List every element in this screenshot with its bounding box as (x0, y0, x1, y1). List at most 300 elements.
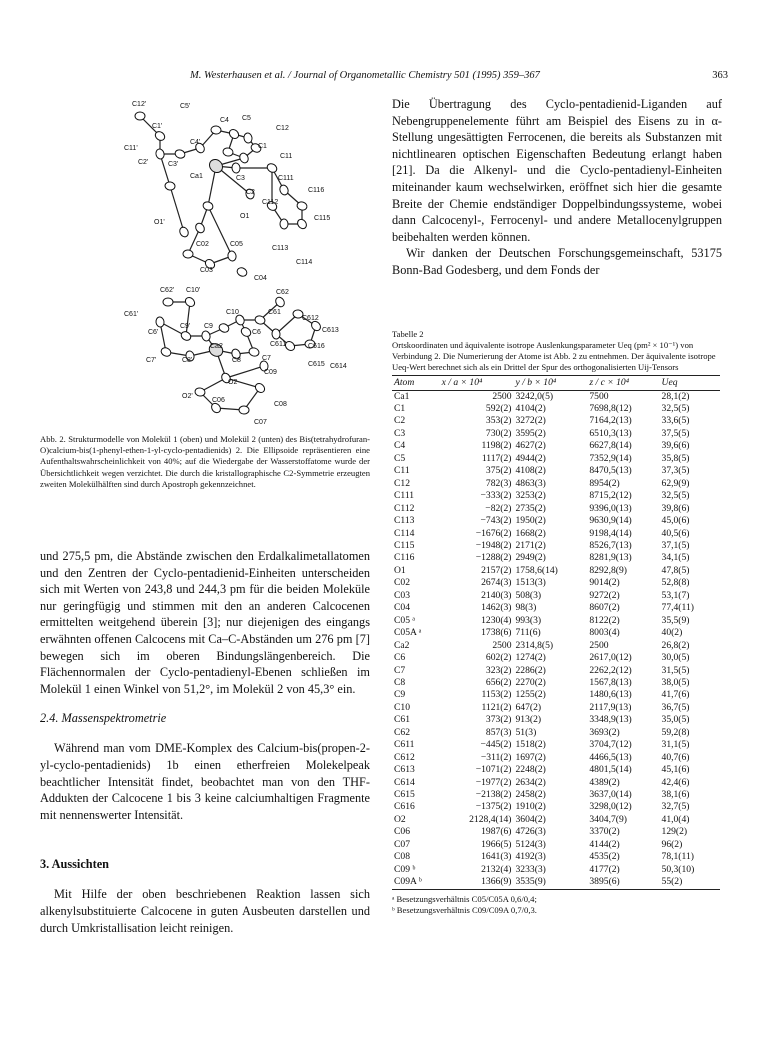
table-cell: 3298,0(12) (589, 801, 632, 813)
table-cell: 2248(2) (515, 764, 546, 776)
table-cell: 913(2) (515, 714, 542, 726)
atom-label: C02 (196, 241, 209, 248)
table-cell: 782(3) (485, 477, 512, 489)
table-cell: 1567,8(13) (589, 676, 632, 688)
table-cell: 2500 (492, 390, 512, 402)
atom-label: C10' (186, 287, 201, 294)
table-cell: 37,3(5) (661, 465, 690, 477)
table-cell: C615 (394, 789, 415, 801)
table-cell: 7352,9(14) (589, 452, 632, 464)
table-row (392, 453, 720, 465)
bond-line (186, 302, 190, 336)
atom-label: C09 (264, 369, 277, 376)
table-cell: 1697(2) (515, 751, 546, 763)
table-cell: 8470,5(13) (589, 465, 632, 477)
table-cell: C9 (394, 689, 406, 701)
atom-ellipse (211, 126, 222, 135)
table-cell: 8526,7(13) (589, 539, 632, 551)
atom-ellipse (218, 322, 230, 333)
table-cell: 40,5(6) (661, 527, 690, 539)
table-row (392, 689, 720, 701)
table-cell: −82(2) (485, 502, 512, 514)
table-cell: 1518(2) (515, 739, 546, 751)
atom-ellipse (174, 148, 186, 159)
atom-label: C116 (308, 187, 325, 194)
table-cell: 1255(2) (515, 689, 546, 701)
table-row (392, 440, 720, 452)
atom-label: C1 (258, 143, 267, 150)
atom-label: C03 (200, 267, 213, 274)
table-row (392, 702, 720, 714)
table-cell: C08 (394, 851, 410, 863)
atom-ellipse (239, 406, 249, 414)
table-row (392, 403, 720, 415)
table-cell: C111 (394, 490, 415, 502)
table-cell: −1676(2) (475, 527, 512, 539)
paragraph: Wir danken der Deutschen Forschungsgemeinschaft, 53175 Bonn-Bad Godesberg, und dem Fonds der (392, 246, 722, 277)
table-row (392, 801, 720, 813)
table-cell: 6627,8(14) (589, 440, 632, 452)
table-description: Ortskoordinaten und äquivalente isotrope Auslenkungsparameter Ueq (pm² × 10⁻¹) von Verbindung 2. Die Numerierung der Atome ist Abb. 2 zu entnehmen. Der äquivalente isotrope Ueq-Wert berechnet sich als ein Drittel der Spur des orthogonalisierten Uij-Tensors (392, 339, 716, 372)
table-cell: 1462(3) (481, 602, 512, 614)
table-cell: 52,8(8) (661, 577, 690, 589)
table-cell: 3348,9(13) (589, 714, 632, 726)
table-cell: C09 ᵇ (394, 863, 416, 875)
paragraph: Während man vom DME-Komplex des Calcium-bis(propen-2-yl-cyclo-pentadienids) 1b einen etherfreien Molekelpeak beachtlicher Intensität findet, beobachtet man von den THF-Addukten der Calcocene 1 bis 3 keine calciumhaltigen Fragmente mit nennenswerter Intensität. (40, 741, 370, 822)
column-header: Atom (392, 375, 440, 390)
table-cell: C112 (394, 502, 415, 514)
atom-label: O2' (182, 393, 193, 400)
table-row (392, 528, 720, 540)
atom-label: C06 (212, 397, 225, 404)
table-cell: 77,4(11) (661, 602, 694, 614)
table-cell: C05A ᵃ (394, 627, 422, 639)
table-cell: 4177(2) (589, 863, 620, 875)
table-row (392, 552, 720, 564)
table-cell: 1950(2) (515, 515, 546, 527)
atom-ellipse (184, 296, 197, 309)
table-cell: 8292,8(9) (589, 564, 627, 576)
table-cell: −1071(2) (475, 764, 512, 776)
atom-label: C611 (270, 341, 287, 348)
right-column (392, 96, 722, 916)
table-cell: 3595(2) (515, 427, 546, 439)
table-cell: 42,4(6) (661, 776, 690, 788)
table-row (392, 640, 720, 652)
table-cell: 6510,3(13) (589, 427, 632, 439)
atom-ellipse (164, 181, 175, 190)
footnote: ᵇ Besetzungsverhältnis C09/C09A 0,7/0,3. (392, 904, 537, 915)
table-row (392, 390, 720, 403)
table-cell: 4389(2) (589, 776, 620, 788)
atom-ellipse (236, 266, 248, 277)
table-cell: 8122(2) (589, 614, 620, 626)
atom-label: C5' (180, 103, 191, 110)
atom-ellipse (183, 250, 194, 259)
atom-label: C6' (148, 329, 159, 336)
atom-ellipse (271, 329, 280, 340)
atom-label: O1 (240, 213, 250, 220)
table-cell: 1153(2) (481, 689, 512, 701)
atom-label: C12' (132, 101, 147, 108)
atom-label: C11' (124, 145, 138, 152)
table-cell: 3704,7(12) (589, 739, 632, 751)
table-footnotes (392, 894, 722, 916)
table-cell: 2262,2(12) (589, 664, 632, 676)
atom-ellipse (194, 387, 205, 397)
table-cell: −1375(2) (475, 801, 512, 813)
table-cell: 2117,9(13) (589, 701, 632, 713)
atom-label: C612 (302, 315, 319, 322)
table-cell: 38,1(6) (661, 789, 690, 801)
molecular-structure-figure (40, 96, 370, 426)
table-row (392, 415, 720, 427)
atom-ellipse (135, 112, 145, 120)
atom-ellipse (240, 326, 253, 338)
table-cell: 3693(2) (589, 726, 620, 738)
atom-label: C05 (230, 241, 243, 248)
table-row (392, 789, 720, 801)
table-cell: 4726(3) (515, 826, 546, 838)
table-cell: C614 (394, 776, 415, 788)
table-cell: 1738(6) (481, 627, 512, 639)
table-cell: 2157(2) (481, 564, 512, 576)
table-cell: 78,1(11) (661, 851, 694, 863)
table-cell: 8715,2(12) (589, 490, 632, 502)
table-cell: 35,0(5) (661, 714, 690, 726)
table-cell: 2735(2) (515, 502, 546, 514)
table-cell: C05 ᵃ (394, 614, 416, 626)
table-cell: 51(3) (515, 726, 537, 738)
table-cell: 2500 (589, 639, 609, 651)
table-cell: 96(2) (661, 838, 683, 850)
table-cell: 34,1(5) (661, 552, 690, 564)
table-cell: 7500 (589, 390, 609, 402)
table-cell: C4 (394, 440, 406, 452)
table-cell: 31,1(5) (661, 739, 690, 751)
table-cell: 37,1(5) (661, 539, 690, 551)
table-cell: 1117(2) (481, 452, 512, 464)
bond-line (226, 366, 264, 378)
table-cell: C02 (394, 577, 410, 589)
atom-label: C07 (254, 419, 267, 426)
atom-label: C04 (254, 275, 267, 282)
table-cell: C2 (394, 415, 406, 427)
table-row (392, 752, 720, 764)
table-cell: 9014(2) (589, 577, 620, 589)
running-title: M. Westerhausen et al. / Journal of Organometallic Chemistry 501 (1995) 359–367 (190, 70, 540, 81)
table-cell: 3272(2) (515, 415, 546, 427)
table-cell: C5 (394, 452, 406, 464)
table-cell: 2458(2) (515, 789, 546, 801)
table-cell: 353(2) (485, 415, 512, 427)
table-cell: 375(2) (485, 465, 512, 477)
table-cell: 508(3) (515, 589, 542, 601)
atom-label: C61' (124, 311, 139, 318)
atom-ellipse (178, 226, 190, 239)
table-cell: 1198(2) (481, 440, 512, 452)
table-row (392, 565, 720, 577)
table-cell: 62,9(9) (661, 477, 690, 489)
atom-ellipse (163, 298, 173, 306)
table-row (392, 714, 720, 726)
paragraph: Mit Hilfe der oben beschriebenen Reaktion lassen sich alkenylsubstituierte Calcocene in guten Ausbeuten darstellen und durch Umkristallisation leicht reinigen. (40, 887, 370, 935)
table-cell: 3637,0(14) (589, 789, 632, 801)
table-cell: 53,1(7) (661, 589, 690, 601)
table-cell: 1966(5) (481, 838, 512, 850)
right-body-text (392, 96, 722, 279)
table-cell: 45,0(6) (661, 515, 690, 527)
table-cell: 656(2) (485, 676, 512, 688)
table-caption (392, 329, 722, 373)
table-cell: C6 (394, 652, 406, 664)
table-cell: 41,0(4) (661, 813, 690, 825)
table-row (392, 540, 720, 552)
table-cell: 4627(2) (515, 440, 546, 452)
paragraph: Die Übertragung des Cyclo-pentadienid-Liganden auf Nebengruppenelemente führt am Beispiel des Eisens zu in α-Stellung ungesättigten Ferrocenen, die bereits als Substanzen mit nichtlinearen optischen Eigenschaften Bedeutung erlangt haben [21]. Da die Alkenyl- und die Cyclo-pentadienyl-Einheiten miteinander kaum wechselwirken, eröffnet sich hier die gesamte Breite der Chemie endständiger Doppelbindungssysteme, wobei dann Calcocenyl-, Ferrocenyl- und andere Metallocenylgruppen beibehalten werden können. (392, 97, 722, 244)
table-cell: 4466,5(13) (589, 751, 632, 763)
atom-label: C2' (138, 159, 149, 166)
atom-label: C5 (242, 115, 251, 122)
table-cell: 3233(3) (515, 863, 546, 875)
atom-label: C61 (268, 309, 281, 316)
table-cell: 9198,4(14) (589, 527, 632, 539)
column-header: z / c × 10⁴ (587, 375, 659, 390)
atom-ellipse (254, 382, 267, 395)
atom-label: C4 (220, 117, 229, 124)
table-row (392, 428, 720, 440)
ortep-drawing (40, 96, 370, 426)
table-cell: −311(2) (480, 751, 512, 763)
table-row (392, 627, 720, 639)
table-cell: 2286(2) (515, 664, 546, 676)
atom-label: C10 (226, 309, 239, 316)
atom-ellipse (238, 152, 250, 165)
table-cell: 857(3) (485, 726, 512, 738)
table-cell: C7 (394, 664, 406, 676)
table-cell: 1366(9) (440, 876, 514, 889)
atom-ellipse (207, 157, 225, 175)
atom-label: C6 (252, 329, 261, 336)
table-cell: 41,7(6) (661, 689, 690, 701)
atom-label: C62 (276, 289, 289, 296)
table-row (392, 727, 720, 739)
table-cell: 4863(3) (515, 477, 546, 489)
table-cell: 2634(2) (515, 776, 546, 788)
table-cell: C116 (394, 552, 415, 564)
figure-caption: Abb. 2. Strukturmodelle von Molekül 1 (oben) und Molekül 2 (unten) des Bis(tetrahydrofuran-O)calcium-bis(1-phenyl-ethen-1-yl-cyclo-pentadienids) 2. Die Ellipsoide repräsentieren eine Aufenthaltswahrscheinlichkeit von 40%; auf die Wiedergabe der Wasserstoffatome wurde der Übersichtlichkeit wegen verzichtet. Die durch die kristallographische C2-Symmetrie erzeugten zweiten Molekülhälften sind durch Apostroph gekennzeichnet. (40, 434, 370, 489)
table-cell: C3 (394, 427, 406, 439)
atom-ellipse (160, 346, 172, 358)
table-cell: 8003(4) (589, 627, 620, 639)
atom-label: C114 (296, 259, 313, 266)
table-row (392, 665, 720, 677)
table-cell: 2132(4) (481, 863, 512, 875)
atom-ellipse (280, 219, 288, 229)
table-cell: 39,8(6) (661, 502, 690, 514)
table-header-row (392, 375, 720, 390)
atom-label: C62' (160, 287, 175, 294)
table-cell: 993(3) (515, 614, 542, 626)
table-cell: 4144(2) (589, 838, 620, 850)
atom-ellipse (155, 148, 165, 160)
table-cell: 1513(3) (515, 577, 546, 589)
column-header: Ueq (660, 375, 720, 390)
table-cell: 1274(2) (515, 652, 546, 664)
atom-label: C614 (330, 363, 347, 370)
table-cell: C8 (394, 676, 406, 688)
table-cell: 1480,6(13) (589, 689, 632, 701)
table-cell: −333(2) (480, 490, 512, 502)
table-cell: 2270(2) (515, 676, 546, 688)
atom-label: C3 (236, 175, 245, 182)
atom-ellipse (180, 330, 193, 342)
table-title: Tabelle 2 (392, 328, 424, 339)
running-header (40, 70, 728, 84)
table-cell: 602(2) (485, 652, 512, 664)
paragraph: und 275,5 pm, die Abstände zwischen den Erdalkalimetallatomen und den Zentren der Cyclo-pentadienid-Einheiten unterscheiden sich mit Werten von 243,8 und 244,3 pm für die beiden Moleküle nur geringfügig und stimmen mit den an anderen Calcocenen ermittelten weitgehend überein [3]; nur diejenigen des eingangs erwähnten offenen Calcocens mit Ca–C-Abständen um 276 pm [7] bewegen sich im oberen Bindungslängenbereich. Die Flächennormalen der Cyclo-pentadienyl-Ebenen schließen im Molekül 1 einen Winkel von 51,2°, im Molekül 2 von 45,3° ein. (40, 549, 370, 696)
table-cell: 28,1(2) (661, 390, 690, 402)
table-cell: 36,7(5) (661, 701, 690, 713)
bond-line (170, 186, 184, 232)
atom-label: O1' (154, 219, 165, 226)
table-cell: 3535(9) (514, 876, 588, 889)
footnote: ᵃ Besetzungsverhältnis C05/C05A 0,6/0,4; (392, 893, 537, 904)
table-cell: 9630,9(14) (589, 515, 632, 527)
table-cell: 711(6) (515, 627, 541, 639)
table-cell: C11 (394, 465, 410, 477)
table-cell: −743(2) (480, 515, 512, 527)
table-cell: 4801,5(14) (589, 764, 632, 776)
table-cell: C613 (394, 764, 415, 776)
table-cell: 8281,9(13) (589, 552, 632, 564)
atom-ellipse (194, 222, 206, 235)
table-cell: 730(2) (485, 427, 512, 439)
table-cell: 2140(3) (481, 589, 512, 601)
table-cell: 3604(2) (515, 813, 546, 825)
table-cell: 1668(2) (515, 527, 546, 539)
table-cell: 47,8(5) (661, 564, 690, 576)
table-cell: 2128,4(14) (469, 813, 512, 825)
atom-label: C113 (272, 245, 289, 252)
atom-label: C2 (246, 189, 255, 196)
table-row (392, 652, 720, 664)
table-cell: 50,3(10) (661, 863, 695, 875)
atom-ellipse (227, 250, 237, 261)
table-cell: C113 (394, 515, 415, 527)
table-cell: 2500 (492, 639, 512, 651)
table-cell: 45,1(6) (661, 764, 690, 776)
table-row (392, 465, 720, 477)
table-cell: 9272(2) (589, 589, 620, 601)
column-header: x / a × 10⁴ (440, 375, 514, 390)
atom-label: C8 (232, 357, 241, 364)
table-cell: 4944(2) (515, 452, 546, 464)
table-cell: 3895(6) (587, 876, 659, 889)
atom-label: C11 (280, 153, 293, 160)
table-row (392, 590, 720, 602)
atom-ellipse (228, 128, 241, 141)
table-cell: 31,5(5) (661, 664, 690, 676)
table-cell: 32,7(5) (661, 801, 690, 813)
table-row (392, 490, 720, 502)
table-cell: 4108(2) (515, 465, 546, 477)
table-cell: 3370(2) (589, 826, 620, 838)
table-cell: C114 (394, 527, 415, 539)
bond-line (208, 206, 232, 256)
table-cell: 3242,0(5) (515, 390, 554, 402)
table-cell: C12 (394, 477, 410, 489)
table-row (392, 515, 720, 527)
table-cell: 3404,7(9) (589, 813, 627, 825)
table-cell: 1230(4) (481, 614, 512, 626)
table-cell: 1987(6) (481, 826, 512, 838)
table-cell: −1288(2) (475, 552, 512, 564)
table-cell: 8607(2) (589, 602, 620, 614)
atom-ellipse (278, 184, 289, 196)
table-cell: 2674(3) (481, 577, 512, 589)
table-cell: −1977(2) (475, 776, 512, 788)
coordinates-table (392, 375, 720, 890)
table-cell: C612 (394, 751, 415, 763)
table-row (392, 577, 720, 589)
table-cell: 5124(3) (515, 838, 546, 850)
table-cell: 38,0(5) (661, 676, 690, 688)
atom-label: C615 (308, 361, 325, 368)
atom-ellipse (202, 201, 214, 212)
table-cell: 592(2) (485, 402, 512, 414)
table-cell: C62 (394, 726, 410, 738)
atom-label: C7' (146, 357, 157, 364)
table-cell: 26,8(2) (661, 639, 690, 651)
table-cell: 33,6(5) (661, 415, 690, 427)
atom-label: C9 (204, 323, 213, 330)
atom-label: C111 (278, 175, 294, 182)
section-heading-2-4: 2.4. Massenspektrometrie (40, 711, 167, 726)
atom-ellipse (296, 218, 308, 231)
table-cell: C04 (394, 602, 410, 614)
table-cell: 129(2) (661, 826, 688, 838)
atom-label: C1' (152, 123, 163, 130)
table-cell: −2138(2) (475, 789, 512, 801)
table-cell: C03 (394, 589, 410, 601)
table-cell: 1758,6(14) (515, 564, 558, 576)
table-cell: Ca1 (394, 390, 410, 402)
table-cell: O1 (394, 564, 406, 576)
table-row (392, 764, 720, 776)
table-cell: 7698,8(12) (589, 402, 632, 414)
table-cell: 35,5(9) (661, 614, 690, 626)
table-cell: C07 (394, 838, 410, 850)
atom-label: C613 (322, 327, 339, 334)
atom-label: Ca2 (210, 343, 223, 350)
section-heading-3: 3. Aussichten (40, 857, 110, 872)
table-row (392, 739, 720, 751)
table-row (392, 615, 720, 627)
table-cell: 1121(2) (481, 701, 512, 713)
table-cell: 39,6(6) (661, 440, 690, 452)
atom-label: C616 (308, 343, 325, 350)
atom-ellipse (231, 163, 240, 174)
table-cell: 55(2) (660, 876, 720, 889)
column-header: y / b × 10⁴ (514, 375, 588, 390)
table-row (392, 839, 720, 851)
table-cell: −1948(2) (475, 539, 512, 551)
table-cell: C616 (394, 801, 415, 813)
page-number: 363 (712, 70, 728, 81)
table-cell: O2 (394, 813, 406, 825)
table-cell: C06 (394, 826, 410, 838)
